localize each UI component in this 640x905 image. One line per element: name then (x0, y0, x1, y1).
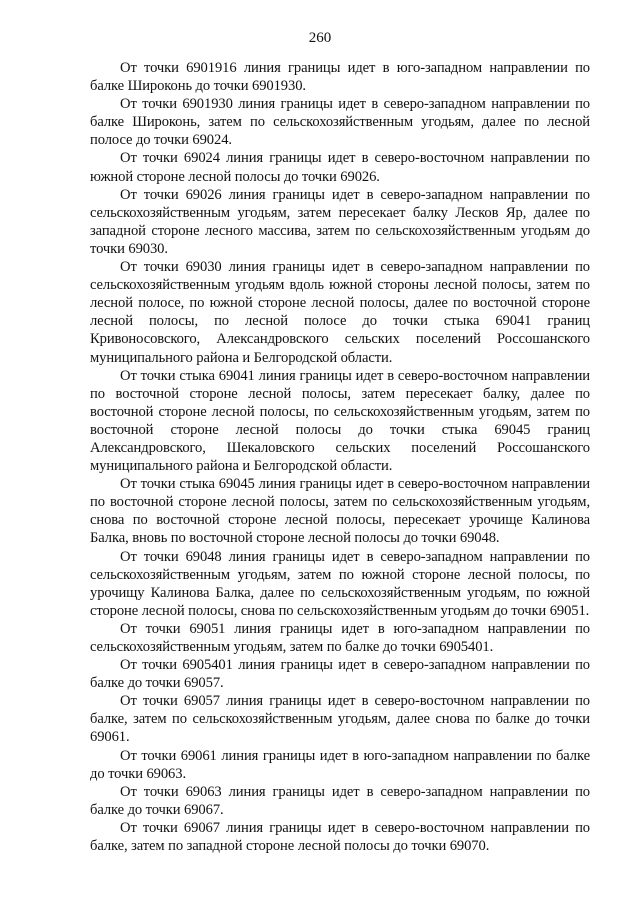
paragraph: От точки 6901930 линия границы идет в северо-западном направлении по балке Широконь, затем по сельскохозяйственным угодьям, далее по лесной полосе до точки 69024. (90, 96, 590, 149)
paragraph: От точки 69063 линия границы идет в северо-западном направлении по балке до точки 69067. (90, 783, 590, 818)
paragraph: От точки 69048 линия границы идет в северо-западном направлении по сельскохозяйственным угодьям, затем по южной стороне лесной полосы, по урочищу Калинова Балка, далее по сельскохозяйственным угодьям, по южной стороне лесной полосы, снова по сельскохозяйственным угодьям до точки 69051. (90, 548, 590, 619)
paragraph: От точки 69030 линия границы идет в северо-западном направлении по сельскохозяйственным угодьям вдоль южной стороны лесной полосы, затем по лесной полосе, по южной стороне лесной полосы, далее по восточной стороне лесной полосы, по лесной полосе до точки стыка 69041 границ Кривоносовского, Александровского сельских поселений Россошанского муниципального района и Белгородской области. (90, 259, 590, 366)
paragraph: От точки 69067 линия границы идет в северо-восточном направлении по балке, затем по западной стороне лесной полосы до точки 69070. (90, 819, 590, 855)
paragraph: От точки 69057 линия границы идет в северо-восточном направлении по балке, затем по сельскохозяйственным угодьям, далее снова по балке до точки 69061. (90, 693, 590, 746)
paragraph: От точки 69061 линия границы идет в юго-западном направлении по балке до точки 69063. (90, 747, 590, 782)
paragraph: От точки стыка 69041 линия границы идет в северо-восточном направлении по восточной стороне лесной полосы, затем пересекает балку, далее по восточной стороне лесной полосы, по сельскохозяйственным угодьям, затем по восточной стороне лесной полосы до точки стыка 69045 границ Александровского, Шекаловского сельских поселений Россошанского муниципального района и Белгородской области. (90, 367, 590, 475)
document-body (90, 59, 590, 855)
paragraph: От точки 69024 линия границы идет в северо-восточном направлении по южной стороне лесной полосы до точки 69026. (90, 150, 590, 185)
paragraph: От точки 69051 линия границы идет в юго-западном направлении по сельскохозяйственным угодьям, затем по балке до точки 6905401. (90, 620, 590, 655)
paragraph: От точки 69026 линия границы идет в северо-западном направлении по сельскохозяйственным угодьям, затем пересекает балку Лесков Яр, далее по западной стороне лесного массива, затем по сельскохозяйственным угодьям до точки 69030. (90, 186, 590, 257)
page-number: 260 (308, 30, 332, 46)
paragraph: От точки 6901916 линия границы идет в юго-западном направлении по балке Широконь до точки 6901930. (90, 60, 590, 95)
paragraph: От точки 6905401 линия границы идет в северо-западном направлении по балке до точки 69057. (90, 657, 590, 692)
paragraph: От точки стыка 69045 линия границы идет в северо-восточном направлении по восточной стороне лесной полосы, затем по сельскохозяйственным угодьям, снова по восточной стороне лесной полосы, пересекает урочище Калинова Балка, вновь по восточной стороне лесной полосы до точки 69048. (90, 476, 590, 547)
